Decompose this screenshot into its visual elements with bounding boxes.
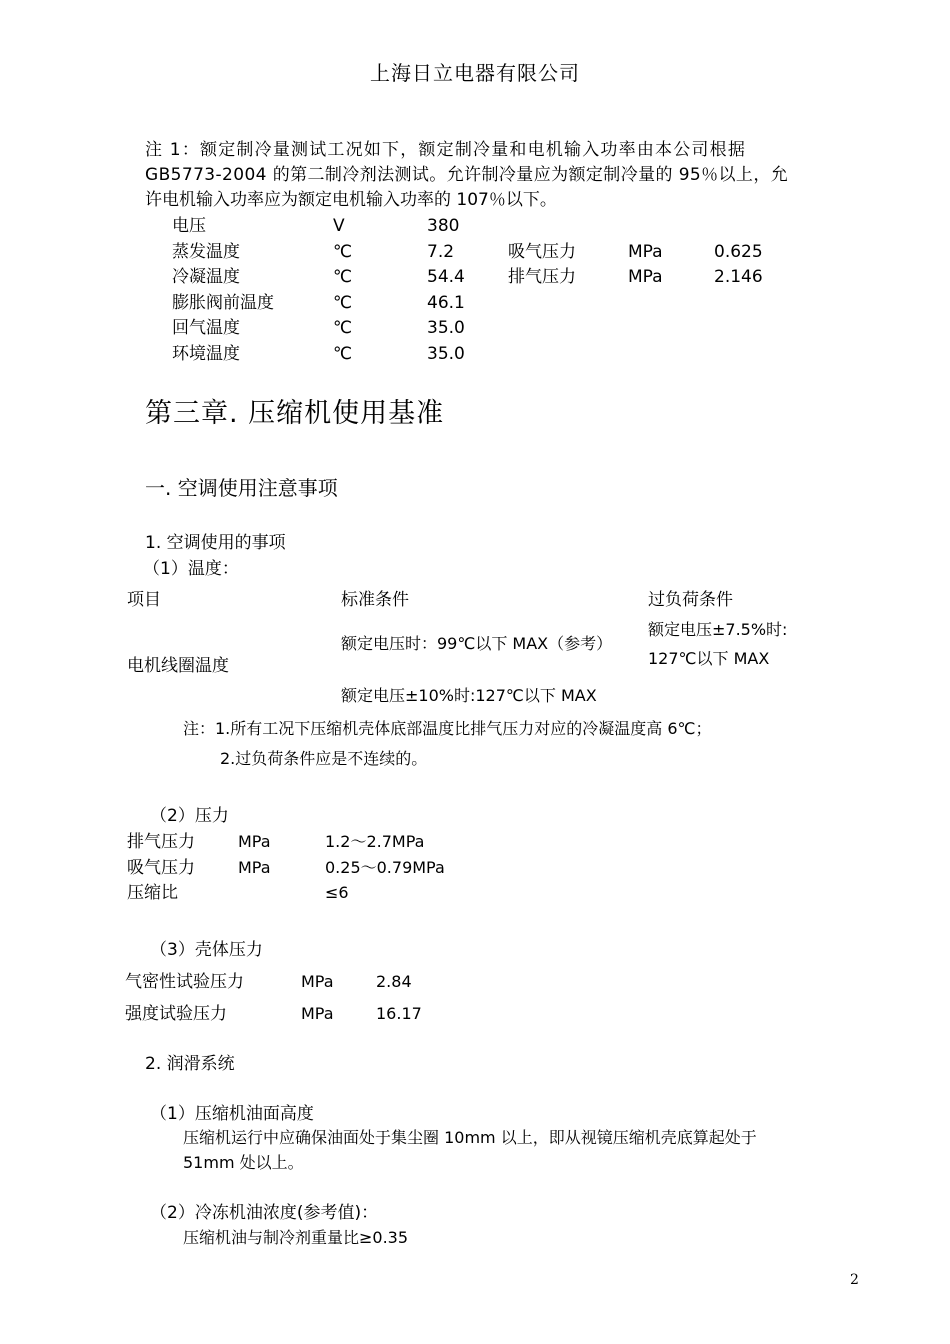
pressure-row-name: 排气压力 (127, 832, 195, 852)
condition-value: 35.0 (427, 318, 465, 338)
temperature-note: 2.过负荷条件应是不连续的。 (220, 749, 428, 768)
condition-name: 电压 (172, 216, 206, 236)
subsection-title-shell-pressure: （3）壳体压力 (150, 940, 263, 960)
pressure-row-value: 1.2～2.7MPa (325, 832, 425, 851)
pressure-row-unit: MPa (238, 858, 271, 877)
overload-condition: 额定电压±7.5%时: (648, 620, 788, 639)
condition-value: 54.4 (427, 267, 465, 287)
chapter-title: 第三章. 压缩机使用基准 (145, 398, 445, 429)
pressure-row-name: 压缩比 (127, 883, 178, 903)
note-line-1: 注 1：额定制冷量测试工况如下，额定制冷量和电机输入功率由本公司根据 (145, 140, 747, 160)
condition-unit: ℃ (333, 318, 353, 338)
condition-name: 环境温度 (172, 344, 240, 364)
shell-row-unit: MPa (301, 972, 334, 991)
item-title: 2. 润滑系统 (145, 1054, 235, 1074)
column-header: 项目 (127, 590, 161, 610)
column-header: 标准条件 (341, 590, 409, 610)
pressure-name: 排气压力 (508, 267, 576, 287)
pressure-unit: MPa (628, 242, 663, 262)
overload-condition: 127℃以下 MAX (648, 649, 770, 668)
pressure-value: 0.625 (714, 242, 763, 262)
shell-row-name: 强度试验压力 (125, 1004, 227, 1024)
temperature-note: 注：1.所有工况下压缩机壳体底部温度比排气压力对应的冷凝温度高 6℃； (183, 719, 712, 738)
condition-name: 回气温度 (172, 318, 240, 338)
pressure-row-value: 0.25～0.79MPa (325, 858, 445, 877)
condition-value: 380 (427, 216, 460, 236)
page-number: 2 (850, 1272, 859, 1288)
condition-name: 冷凝温度 (172, 267, 240, 287)
condition-value: 46.1 (427, 293, 465, 313)
condition-unit: ℃ (333, 293, 353, 313)
condition-name: 膨胀阀前温度 (172, 293, 274, 313)
shell-row-name: 气密性试验压力 (125, 972, 244, 992)
page-header: 上海日立电器有限公司 (370, 61, 580, 85)
condition-unit: ℃ (333, 267, 353, 287)
condition-unit: ℃ (333, 242, 353, 262)
pressure-row-value: ≤6 (325, 883, 349, 902)
oil-level-text: 51mm 处以上。 (183, 1153, 304, 1172)
shell-row-unit: MPa (301, 1004, 334, 1023)
condition-value: 7.2 (427, 242, 455, 262)
condition-value: 35.0 (427, 344, 465, 364)
pressure-value: 2.146 (714, 267, 763, 287)
column-header: 过负荷条件 (648, 590, 733, 610)
standard-condition: 额定电压±10%时:127℃以下 MAX (341, 686, 597, 705)
condition-unit: ℃ (333, 344, 353, 364)
subsection-title-oil-concentration: （2）冷冻机油浓度(参考值)： (150, 1203, 379, 1223)
note-line-3: 许电机输入功率应为额定电机输入功率的 107％以下。 (145, 190, 557, 210)
pressure-unit: MPa (628, 267, 663, 287)
shell-row-value: 16.17 (376, 1004, 422, 1023)
item-title: 1. 空调使用的事项 (145, 533, 286, 553)
oil-level-text: 压缩机运行中应确保油面处于集尘圈 10mm 以上，即从视镜压缩机壳底算起处于 (183, 1128, 757, 1147)
note-line-2: GB5773-2004 的第二制冷剂法测试。允许制冷量应为额定制冷量的 95％以上，允 (145, 165, 789, 185)
subsection-title-oil-level: （1）压缩机油面高度 (150, 1104, 314, 1124)
subsection-title-temperature: （1）温度： (143, 559, 239, 579)
condition-name: 蒸发温度 (172, 242, 240, 262)
section-title: 一. 空调使用注意事项 (145, 476, 338, 500)
oil-concentration-text: 压缩机油与制冷剂重量比≥0.35 (183, 1228, 409, 1247)
standard-condition: 额定电压时：99℃以下 MAX（参考） (341, 634, 613, 653)
condition-unit: V (333, 216, 345, 236)
shell-row-value: 2.84 (376, 972, 412, 991)
row-label: 电机线圈温度 (127, 656, 229, 676)
pressure-row-unit: MPa (238, 832, 271, 851)
subsection-title-pressure: （2）压力 (150, 806, 229, 826)
pressure-name: 吸气压力 (508, 242, 576, 262)
pressure-row-name: 吸气压力 (127, 858, 195, 878)
